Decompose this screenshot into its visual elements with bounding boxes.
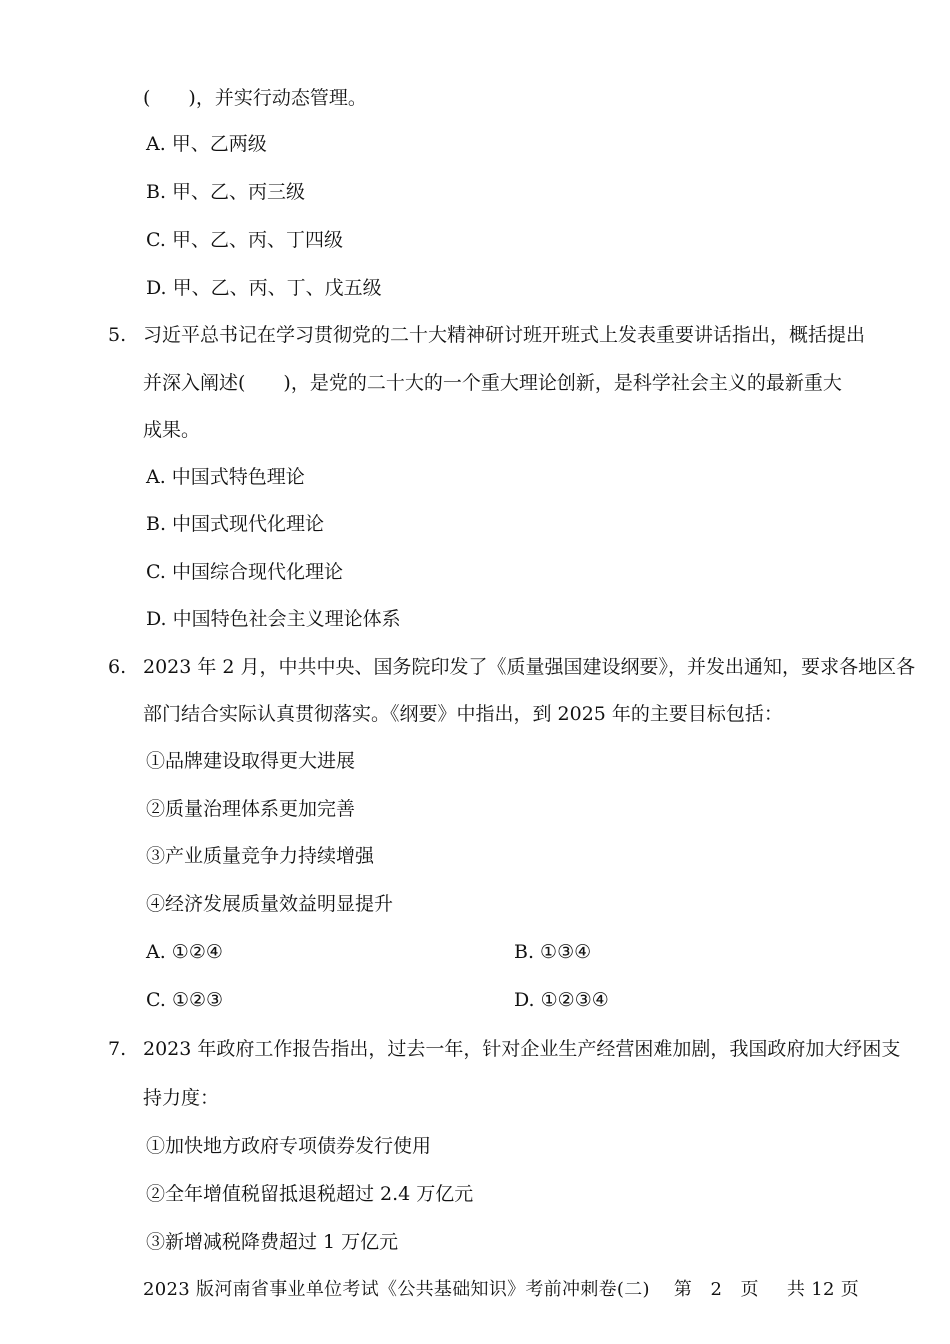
prev-option-c: C. 甲、乙、丙、丁四级	[146, 229, 343, 251]
footer-title: 2023 版河南省事业单位考试《公共基础知识》考前冲刺卷(二)	[143, 1279, 650, 1300]
q6-item-1: ①品牌建设取得更大进展	[146, 750, 356, 772]
q5-stem-line-1: 习近平总书记在学习贯彻党的二十大精神研讨班开班式上发表重要讲话指出，概括提出	[143, 324, 866, 346]
prev-question-continuation: ( )，并实行动态管理。	[143, 87, 367, 109]
page-footer	[143, 1278, 859, 1302]
q5-option-b: B. 中国式现代化理论	[146, 513, 325, 535]
q6-option-a: A. ①②④	[146, 941, 223, 963]
prev-option-a: A. 甲、乙两级	[146, 133, 267, 155]
q5-stem-line-2: 并深入阐述( )，是党的二十大的一个重大理论创新，是科学社会主义的最新重大	[143, 372, 842, 394]
q7-item-2: ②全年增值税留抵退税超过 2.4 万亿元	[146, 1183, 474, 1205]
q6-item-2: ②质量治理体系更加完善	[146, 798, 356, 820]
prev-option-b: B. 甲、乙、丙三级	[146, 181, 306, 203]
q7-number: 7.	[108, 1038, 127, 1060]
q5-option-d: D. 中国特色社会主义理论体系	[146, 608, 401, 630]
q5-stem-line-3: 成果。	[143, 419, 201, 441]
q6-number: 6.	[108, 656, 127, 678]
q7-item-1: ①加快地方政府专项债券发行使用	[146, 1135, 432, 1157]
footer-total-pages: 共 12 页	[786, 1279, 860, 1300]
q6-item-3: ③产业质量竞争力持续增强	[146, 845, 375, 867]
q6-option-c: C. ①②③	[146, 989, 224, 1011]
q5-option-a: A. 中国式特色理论	[146, 466, 305, 488]
q7-item-3: ③新增减税降费超过 1 万亿元	[146, 1231, 399, 1253]
q5-option-c: C. 中国综合现代化理论	[146, 561, 343, 583]
q6-item-4: ④经济发展质量效益明显提升	[146, 893, 394, 915]
q7-stem-line-2: 持力度：	[143, 1087, 220, 1109]
q6-stem-line-1: 2023 年 2 月，中共中央、国务院印发了《质量强国建设纲要》，并发出通知，要求各地区各	[143, 656, 916, 678]
q6-option-d: D. ①②③④	[514, 989, 609, 1011]
q6-stem-line-2: 部门结合实际认真贯彻落实。《纲要》中指出，到 2025 年的主要目标包括：	[143, 703, 783, 725]
q7-stem-line-1: 2023 年政府工作报告指出，过去一年，针对企业生产经营困难加剧，我国政府加大纾困支	[143, 1038, 901, 1060]
q5-number: 5.	[108, 324, 127, 346]
footer-page-number: 第 2 页	[673, 1279, 759, 1300]
q6-option-b: B. ①③④	[514, 941, 592, 963]
prev-option-d: D. 甲、乙、丙、丁、戊五级	[146, 277, 382, 299]
